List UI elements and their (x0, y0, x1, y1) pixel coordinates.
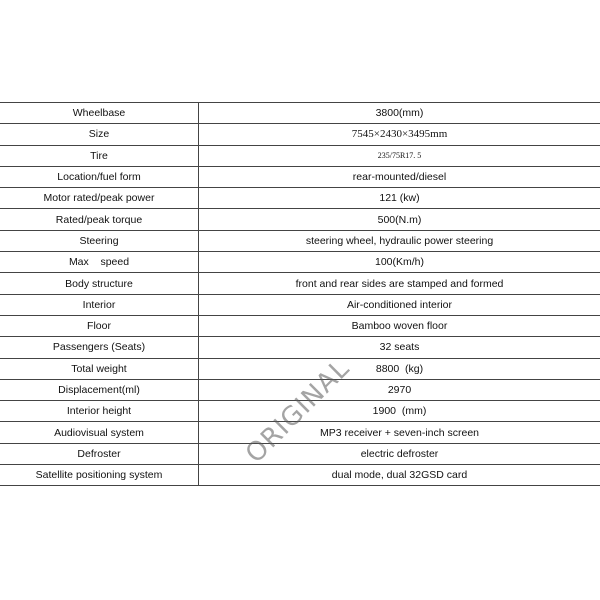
spec-row-torque (0, 209, 600, 230)
spec-row-interior-height (0, 401, 600, 422)
spec-param: Satellite positioning system (0, 465, 199, 486)
spec-param: Passengers (Seats) (0, 337, 199, 358)
watermark: ORIGINAL (240, 353, 356, 470)
spec-row-tire (0, 145, 600, 166)
spec-value: 500(N.m) (199, 209, 600, 230)
spec-value: electric defroster (199, 443, 600, 464)
spec-value: 32 seats (199, 337, 600, 358)
spec-row-total-weight (0, 358, 600, 379)
spec-row-displacement (0, 379, 600, 400)
spec-param: Max speed (0, 252, 199, 273)
spec-row-interior (0, 294, 600, 315)
spec-param: Interior height (0, 401, 199, 422)
spec-row-steering (0, 230, 600, 251)
spec-value: 121 (kw) (199, 188, 600, 209)
spec-value: steering wheel, hydraulic power steering (199, 230, 600, 251)
spec-param: Size (0, 124, 199, 145)
spec-value: MP3 receiver + seven-inch screen (199, 422, 600, 443)
spec-row-size (0, 124, 600, 145)
spec-row-defroster (0, 443, 600, 464)
spec-param: Rated/peak torque (0, 209, 199, 230)
spec-row-location-fuel (0, 166, 600, 187)
spec-value: 8800 (kg) (199, 358, 600, 379)
specifications-table (0, 102, 600, 486)
spec-row-audiovisual (0, 422, 600, 443)
spec-row-passengers (0, 337, 600, 358)
spec-value: Air-conditioned interior (199, 294, 600, 315)
spec-value: 235/75R17. 5 (199, 145, 600, 166)
spec-value: 2970 (199, 379, 600, 400)
spec-param: Displacement(ml) (0, 379, 199, 400)
spec-row-motor-power (0, 188, 600, 209)
spec-value: 3800(mm) (199, 103, 600, 124)
spec-value: 1900 (mm) (199, 401, 600, 422)
spec-row-body-structure (0, 273, 600, 294)
spec-param: Defroster (0, 443, 199, 464)
spec-param: Body structure (0, 273, 199, 294)
spec-param: Total weight (0, 358, 199, 379)
spec-param: Audiovisual system (0, 422, 199, 443)
spec-param: Interior (0, 294, 199, 315)
spec-value: 7545×2430×3495mm (199, 124, 600, 145)
spec-value: dual mode, dual 32GSD card (199, 465, 600, 486)
spec-param: Location/fuel form (0, 166, 199, 187)
spec-param: Wheelbase (0, 103, 199, 124)
spec-value: rear-mounted/diesel (199, 166, 600, 187)
spec-row-floor (0, 315, 600, 336)
spec-row-satellite (0, 465, 600, 486)
spec-row-max-speed (0, 252, 600, 273)
spec-value: 100(Km/h) (199, 252, 600, 273)
spec-param: Steering (0, 230, 199, 251)
spec-param: Motor rated/peak power (0, 188, 199, 209)
spec-row-wheelbase (0, 103, 600, 124)
spec-param: Floor (0, 315, 199, 336)
spec-value: front and rear sides are stamped and formed (199, 273, 600, 294)
spec-param: Tire (0, 145, 199, 166)
spec-value: Bamboo woven floor (199, 315, 600, 336)
